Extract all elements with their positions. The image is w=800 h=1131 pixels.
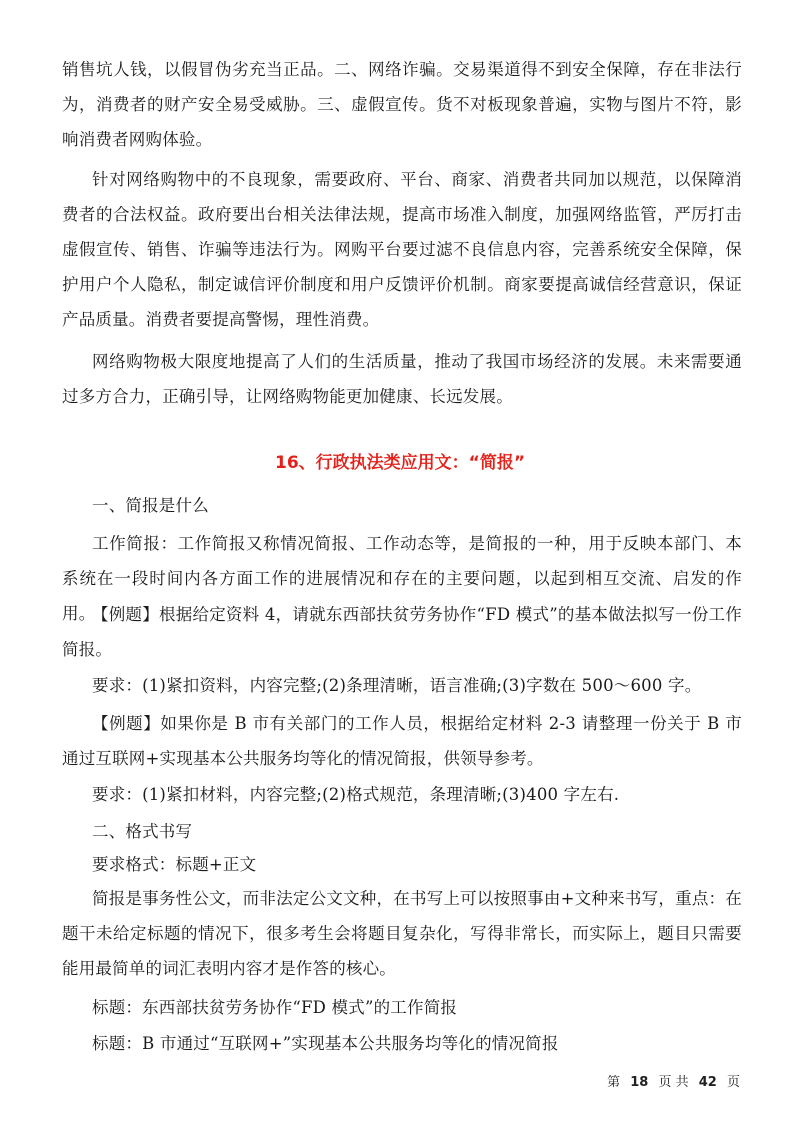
paragraph-work-brief-definition: 工作简报：工作简报又称情况简报、工作动态等，是简报的一种，用于反映本部门、本系统在一段时间内各方面工作的进展情况和存在的主要问题，以起到相互交流、启发的作用。 <box>62 534 742 623</box>
example-question-2: 【例题】如果你是 B 市有关部门的工作人员，根据给定材料 2-3 请整理一份关于 B 市通过互联网+实现基本公共服务均等化的情况简报，供领导参考。 <box>62 714 742 768</box>
paragraph-brief-title-guidance: 简报是事务性公文，而非法定公文文种，在书写上可以按照事由+文种来书写，重点：在题干未给定标题的情况下，很多考生会将题目复杂化，写得非常长，而实际上，题目只需要能用最简单的词汇表明内容才是作答的核心。 <box>62 889 742 978</box>
footer-suffix: 页 <box>726 1075 740 1090</box>
requirements-1: 要求：(1)紧扣资料，内容完整;(2)条理清晰，语言准确;(3)字数在 500～600 字。 <box>92 676 702 695</box>
title-example-1: 标题：东西部扶贫劳务协作“FD 模式”的工作简报 <box>92 998 458 1017</box>
requirements-2: 要求：(1)紧扣材料，内容完整;(2)格式规范，条理清晰;(3)400 字左右. <box>92 785 620 804</box>
paragraph-online-shopping-problems: 销售坑人钱，以假冒伪劣充当正品。二、网络诈骗。交易渠道得不到安全保障，存在非法行为，消费者的财产安全易受威胁。三、虚假宣传。货不对板现象普遍，实物与图片不符，影响消费者网购体验。 <box>62 60 742 149</box>
page-footer <box>607 1071 740 1090</box>
current-page-number: 18 <box>630 1075 649 1090</box>
paragraph-conclusion: 网络购物极大限度地提高了人们的生活质量，推动了我国市场经济的发展。未来需要通过多方合力，正确引导，让网络购物能更加健康、长远发展。 <box>62 352 742 406</box>
section-title: 16、行政执法类应用文：“简报” <box>274 453 525 473</box>
heading-what-is-brief: 一、简报是什么 <box>92 496 209 515</box>
title-example-2: 标题：B 市通过“互联网+”实现基本公共服务均等化的情况简报 <box>92 1034 559 1053</box>
paragraph-regulation-measures: 针对网络购物中的不良现象，需要政府、平台、商家、消费者共同加以规范，以保障消费者的合法权益。政府要出台相关法律法规，提高市场准入制度，加强网络监管，严厉打击虚假宣传、销售、诈骗等违法行为。网购平台要过滤不良信息内容，完善系统安全保障，保护用户个人隐私，制定诚信评价制度和用户反馈评价机制。商家要提高诚信经营意识，保证产品质量。消费者要提高警惕，理性消费。 <box>62 170 742 329</box>
footer-middle: 页 共 <box>658 1075 689 1090</box>
heading-format-writing: 二、格式书写 <box>92 822 193 841</box>
example-question-1: 【例题】根据给定资料 4，请就东西部扶贫劳务协作“FD 模式”的基本做法拟写一份工作简报。 <box>62 605 742 659</box>
footer-prefix: 第 <box>607 1075 621 1090</box>
total-page-count: 42 <box>698 1075 717 1090</box>
format-requirement: 要求格式：标题+正文 <box>92 855 257 874</box>
